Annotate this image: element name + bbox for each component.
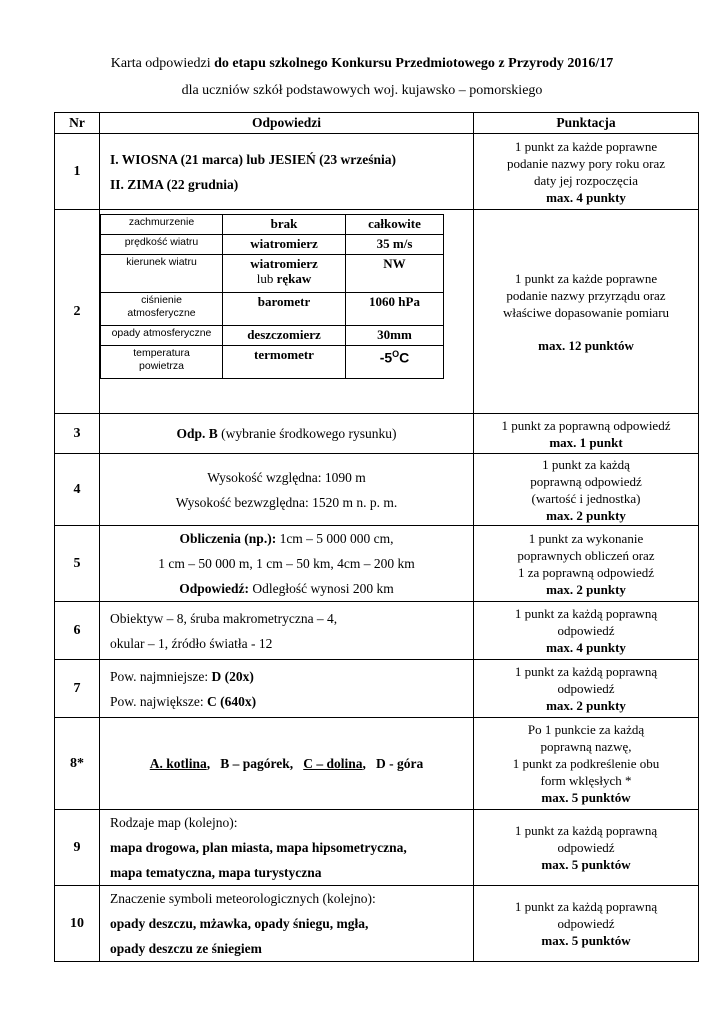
instrument-value: 35 m/s bbox=[346, 235, 444, 255]
answer-underlined: A. kotlina bbox=[149, 755, 207, 771]
answer-line bbox=[100, 576, 473, 601]
points-max: max. 5 punktów bbox=[541, 790, 631, 805]
col-answers: Odpowiedzi bbox=[100, 113, 474, 134]
instrument-label-line: temperatura bbox=[133, 347, 190, 359]
answer-text: Odległość wynosi 200 km bbox=[249, 581, 394, 596]
row-number: 1 bbox=[55, 134, 100, 210]
points-line: poprawną odpowiedź bbox=[530, 473, 642, 489]
answer-line: Znaczenie symboli meteorologicznych (kolejno): bbox=[110, 891, 376, 906]
col-points: Punktacja bbox=[474, 113, 699, 134]
instrument-label: kierunek wiatru bbox=[101, 255, 223, 293]
answer-line: Obiektyw – 8, śruba makrometryczna – 4, bbox=[110, 610, 338, 626]
points-line: 1 punkt za każdą poprawną bbox=[514, 606, 658, 621]
points-cell bbox=[474, 134, 699, 210]
instrument-label-line: ciśnienie bbox=[141, 294, 182, 306]
answer-cell bbox=[100, 454, 474, 526]
points-max: max. 2 punkty bbox=[546, 581, 626, 597]
answer-bold: C (640x) bbox=[206, 693, 257, 709]
answer-line: opady deszczu, mżawka, opady śniegu, mgła, bbox=[110, 916, 369, 931]
title-bold: do etapu szkolnego Konkursu Przedmiotowego z Przyrody 2016/17 bbox=[214, 56, 614, 71]
points-cell bbox=[474, 660, 699, 718]
answer-bold: Obliczenia (np.): bbox=[179, 531, 277, 546]
answer-bold: Odp. B bbox=[176, 425, 218, 441]
instrument-label: prędkość wiatru bbox=[101, 235, 223, 255]
instrument-value: brak bbox=[223, 215, 346, 235]
instrument-row bbox=[101, 293, 444, 326]
points-line: form wklęsłych * bbox=[540, 773, 632, 788]
points-max: max. 2 punkty bbox=[546, 698, 626, 713]
answer-cell bbox=[100, 602, 474, 660]
temperature-value: -5 bbox=[379, 349, 393, 366]
table-row bbox=[55, 526, 699, 602]
points-line: 1 punkt za podkreślenie obu bbox=[512, 756, 660, 771]
answer-text: 1cm – 5 000 000 cm, bbox=[276, 531, 394, 546]
instrument-value: NW bbox=[346, 255, 444, 293]
table-row bbox=[55, 602, 699, 660]
instrument-value-alt: rękaw bbox=[276, 271, 312, 286]
answer-separator: , bbox=[362, 755, 377, 771]
answer-line: mapa tematyczna, mapa turystyczna bbox=[110, 865, 322, 880]
instrument-row bbox=[101, 235, 444, 255]
instrument-value: 1060 hPa bbox=[346, 293, 444, 326]
instrument-label: opady atmosferyczne bbox=[101, 326, 223, 346]
table-row bbox=[55, 660, 699, 718]
document-title bbox=[0, 56, 724, 72]
points-line: podanie nazwy przyrządu oraz bbox=[506, 287, 666, 303]
points-line: 1 punkt za każde poprawne bbox=[514, 138, 658, 154]
instrument-value: 30mm bbox=[346, 326, 444, 346]
points-line: 1 za poprawną odpowiedź bbox=[517, 564, 655, 580]
answer-cell bbox=[100, 886, 474, 962]
table-row bbox=[55, 414, 699, 454]
header-row bbox=[55, 113, 699, 134]
points-line: 1 punkt za każdą poprawną bbox=[514, 899, 658, 914]
answer-line: Wysokość względna: 1090 m bbox=[207, 469, 366, 485]
answer-text: (wybranie środkowego rysunku) bbox=[217, 425, 397, 441]
row-number: 6 bbox=[55, 602, 100, 660]
answer-bold: D - góra bbox=[376, 755, 424, 771]
answer-line: Wysokość bezwzględna: 1520 m n. p. m. bbox=[175, 494, 398, 510]
answer-cell bbox=[100, 718, 474, 810]
instrument-value: barometr bbox=[223, 293, 346, 326]
instrument-value: całkowite bbox=[346, 215, 444, 235]
instrument-value-line: wiatromierz bbox=[250, 256, 318, 271]
row-number: 8* bbox=[55, 718, 100, 810]
instrument-label-line: powietrza bbox=[139, 360, 184, 372]
instrument-row bbox=[101, 346, 444, 379]
answer-cell bbox=[100, 526, 474, 602]
points-cell bbox=[474, 454, 699, 526]
row-number: 7 bbox=[55, 660, 100, 718]
instrument-row bbox=[101, 255, 444, 293]
table-row bbox=[55, 134, 699, 210]
points-max: max. 2 punkty bbox=[546, 507, 626, 523]
points-line: odpowiedź bbox=[557, 916, 615, 931]
points-line: podanie nazwy pory roku oraz bbox=[506, 155, 666, 171]
row-number: 9 bbox=[55, 810, 100, 886]
answer-cell bbox=[100, 810, 474, 886]
temperature-unit: C bbox=[399, 349, 410, 366]
points-line: (wartość i jednostka) bbox=[531, 490, 641, 506]
answer-separator: , bbox=[206, 755, 221, 771]
points-cell bbox=[474, 718, 699, 810]
answer-line bbox=[110, 689, 473, 714]
document-subtitle: dla uczniów szkół podstawowych woj. kujawsko – pomorskiego bbox=[181, 83, 543, 98]
points-line: poprawnych obliczeń oraz bbox=[517, 547, 655, 563]
points-cell bbox=[474, 414, 699, 454]
instrument-value bbox=[223, 255, 346, 293]
points-max: max. 4 punkty bbox=[546, 640, 626, 655]
table-row bbox=[55, 886, 699, 962]
instrument-value-line bbox=[225, 271, 343, 286]
answer-cell bbox=[100, 134, 474, 210]
instrument-value-or: lub bbox=[256, 271, 277, 286]
points-line: daty jej rozpoczęcia bbox=[534, 172, 638, 188]
points-max: max. 1 punkt bbox=[549, 434, 623, 450]
answer-line: I. WIOSNA (21 marca) lub JESIEŃ (23 września) bbox=[110, 151, 397, 167]
instrument-value: wiatromierz bbox=[223, 235, 346, 255]
points-max: max. 12 punktów bbox=[538, 337, 634, 353]
points-line: 1 punkt za każdą poprawną bbox=[514, 823, 658, 838]
answer-bold: Odpowiedź: bbox=[179, 581, 249, 596]
answer-cell bbox=[100, 414, 474, 454]
points-line: właściwe dopasowanie pomiaru bbox=[502, 304, 670, 320]
row-number: 5 bbox=[55, 526, 100, 602]
answer-separator: , bbox=[289, 755, 304, 771]
instrument-label-line: atmosferyczne bbox=[127, 307, 196, 319]
instrument-row bbox=[101, 215, 444, 235]
answer-cell bbox=[100, 210, 474, 414]
points-line: poprawną nazwę, bbox=[540, 739, 632, 754]
table-row bbox=[55, 454, 699, 526]
points-cell bbox=[474, 810, 699, 886]
row-number: 2 bbox=[55, 210, 100, 414]
row-number: 10 bbox=[55, 886, 100, 962]
points-max: max. 5 punktów bbox=[541, 857, 631, 872]
points-line: 1 punkt za każdą bbox=[542, 456, 630, 472]
instrument-row bbox=[101, 326, 444, 346]
points-line: 1 punkt za wykonanie bbox=[528, 530, 644, 546]
instrument-value bbox=[346, 346, 444, 379]
points-max: max. 4 punkty bbox=[546, 189, 626, 205]
answer-line: okular – 1, źródło światła - 12 bbox=[110, 635, 273, 651]
points-cell bbox=[474, 886, 699, 962]
answer-bold: B – pagórek bbox=[220, 755, 290, 771]
answer-bold: D (20x) bbox=[211, 668, 254, 684]
table-row bbox=[55, 810, 699, 886]
answer-text: Pow. największe: bbox=[110, 693, 207, 709]
points-line: 1 punkt za każdą poprawną bbox=[514, 664, 658, 679]
points-cell bbox=[474, 210, 699, 414]
answer-line: 1 cm – 50 000 m, 1 cm – 50 km, 4cm – 200 km bbox=[158, 556, 415, 571]
instrument-label bbox=[101, 346, 223, 379]
points-line: 1 punkt za każde poprawne bbox=[514, 270, 658, 286]
row-number: 4 bbox=[55, 454, 100, 526]
table-row bbox=[55, 718, 699, 810]
instrument-label: zachmurzenie bbox=[101, 215, 223, 235]
points-max: max. 5 punktów bbox=[541, 933, 631, 948]
points-line: 1 punkt za poprawną odpowiedź bbox=[501, 417, 671, 433]
title-prefix: Karta odpowiedzi bbox=[110, 56, 215, 71]
answer-cell bbox=[100, 660, 474, 718]
answer-line: Rodzaje map (kolejno): bbox=[110, 815, 238, 830]
points-line: odpowiedź bbox=[557, 623, 615, 638]
answer-underlined: C – dolina bbox=[303, 755, 363, 771]
answer-line bbox=[110, 664, 473, 689]
instrument-value: deszczomierz bbox=[223, 326, 346, 346]
points-line: Po 1 punkcie za każdą bbox=[527, 722, 645, 737]
points-line: odpowiedź bbox=[557, 840, 615, 855]
col-nr: Nr bbox=[55, 113, 100, 134]
points-cell bbox=[474, 602, 699, 660]
answer-line: mapa drogowa, plan miasta, mapa hipsometryczna, bbox=[110, 840, 407, 855]
instruments-table bbox=[100, 214, 444, 379]
table-row bbox=[55, 210, 699, 414]
instrument-label bbox=[101, 293, 223, 326]
answer-line: opady deszczu ze śniegiem bbox=[110, 941, 262, 956]
answer-line bbox=[100, 526, 473, 551]
points-line: odpowiedź bbox=[557, 681, 615, 696]
instrument-value: termometr bbox=[223, 346, 346, 379]
row-number: 3 bbox=[55, 414, 100, 454]
degree-sign: O bbox=[392, 349, 400, 359]
answer-text: Pow. najmniejsze: bbox=[110, 668, 212, 684]
answer-key-table bbox=[54, 112, 699, 962]
points-cell bbox=[474, 526, 699, 602]
answer-line: II. ZIMA (22 grudnia) bbox=[110, 176, 239, 192]
